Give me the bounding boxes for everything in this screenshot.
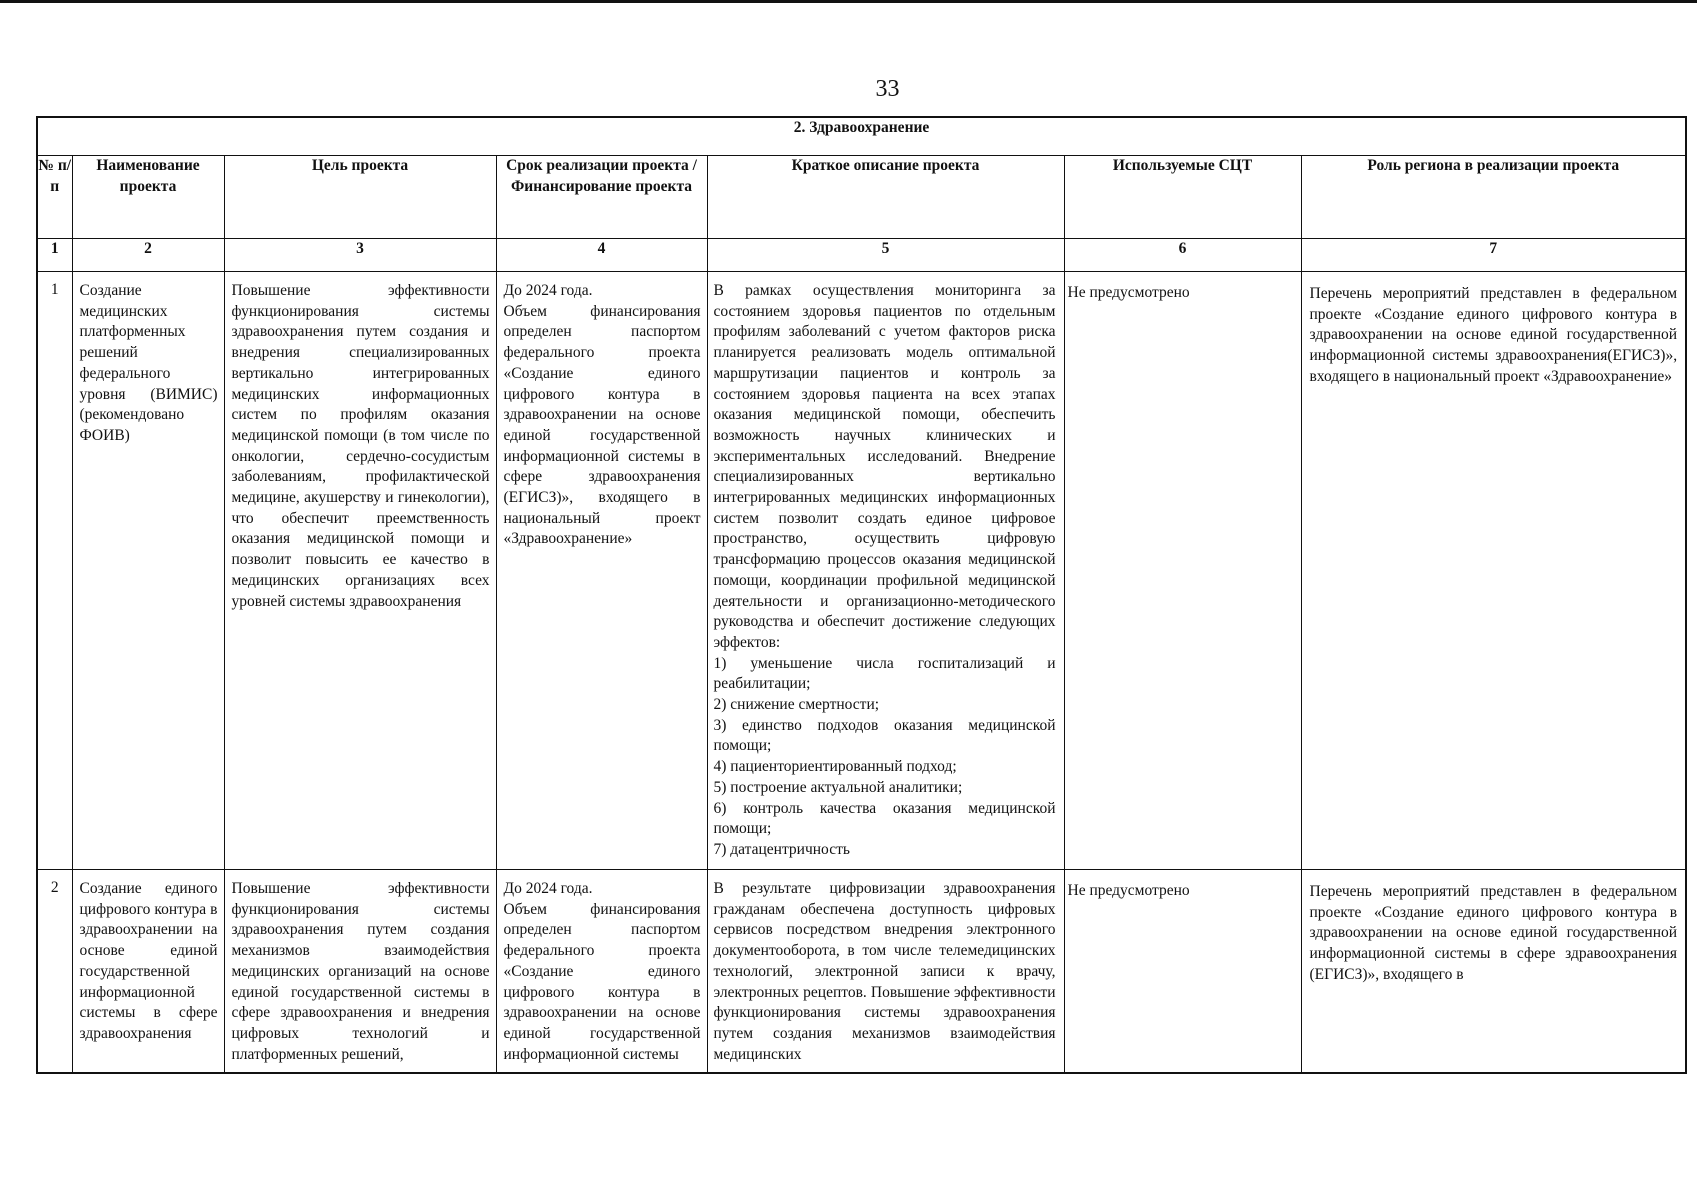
column-number: 5 [707, 239, 1064, 272]
header-description: Краткое описание проекта [707, 156, 1064, 239]
description-line: 4) пациенториентированный подход; [713, 758, 957, 776]
description-line: 6) контроль качества оказания медицинской помощи; [713, 799, 1056, 838]
description-line: 5) построение актуальной аналитики; [713, 778, 963, 796]
column-number: 1 [37, 239, 72, 272]
description-line: 2) снижение смертности; [713, 696, 880, 714]
term-financing-cell [496, 870, 707, 1074]
header-project-name: Наименование проекта [72, 156, 224, 239]
header-sct: Используемые СЦТ [1064, 156, 1301, 239]
column-number: 7 [1301, 239, 1686, 272]
project-name-cell: Создание единого цифрового контура в здравоохранении на основе единой государственной информационной системы в сфере здравоохранения [72, 870, 224, 1074]
row-number-cell: 2 [37, 870, 72, 1074]
column-number: 6 [1064, 239, 1301, 272]
section-title: 2. Здравоохранение [37, 117, 1686, 156]
column-number: 3 [224, 239, 496, 272]
sct-cell: Не предусмотрено [1064, 870, 1301, 1074]
description-cell [707, 272, 1064, 870]
description-line: 1) уменьшение числа госпитализаций и реабилитации; [713, 654, 1056, 693]
term-line: До 2024 года. [503, 880, 593, 897]
term-line: Объем финансирования определен паспортом федерального проекта «Создание единого цифрового контура в здравоохранении на основе единой государственной информационной системы [503, 900, 701, 1063]
column-number: 4 [496, 239, 707, 272]
description-line: 3) единство подходов оказания медицинской помощи; [713, 716, 1056, 755]
description-cell [707, 870, 1064, 1074]
header-region-role: Роль региона в реализации проекта [1301, 156, 1686, 239]
page-number: 33 [875, 76, 900, 102]
description-line: В рамках осуществления мониторинга за состоянием здоровья пациентов по отдельным профилям заболеваний с учетом факторов риска планируется реализовать модель оптимальной маршрутизации пациентов и контроль за состоянием здоровья пациента на всех этапах оказания медицинской помощи, обеспечить возможность научных клинических и экспериментальных исследований. Внедрение специализированных вертикально интегрированных медицинских информационных систем позволит создать единое цифровое пространство, осуществить цифровую трансформацию процессов оказания медицинской помощи, координации профильной медицинской деятельности и организационно-методического руководства и обеспечит достижение следующих эффектов: [713, 282, 1056, 651]
term-line: Объем финансирования определен паспортом федерального проекта «Создание единого цифрового контура в здравоохранении на основе единой государственной информационной системы в сфере здравоохранения (ЕГИСЗ)», входящего в национальный проект «Здравоохранение» [503, 302, 701, 548]
header-term-financing: Срок реализации проекта / Финансирование проекта [496, 156, 707, 239]
project-name-cell: Создание медицинских платформенных решений федерального уровня (ВИМИС) (рекомендовано ФОИВ) [72, 272, 224, 870]
table-row [37, 272, 1686, 870]
project-goal-cell: Повышение эффективности функционирования системы здравоохранения путем создания и внедрения специализированных вертикально интегрированных медицинских информационных систем по профилям оказания медицинской помощи (в том числе по онкологии, сердечно-сосудистым заболеваниям, профилактической медицине, акушерству и гинекологии), что обеспечит преемственность оказания медицинской помощи и позволит повысить ее качество в медицинских организациях всех уровней системы здравоохранения [224, 272, 496, 870]
project-goal-cell: Повышение эффективности функционирования системы здравоохранения путем создания механизмов взаимодействия медицинских организаций на основе единой государственной системы в сфере здравоохранения и внедрения цифровых технологий и платформенных решений, [224, 870, 496, 1074]
description-line: 7) датацентричность [713, 840, 850, 858]
header-number: № п/п [37, 156, 72, 239]
region-role-cell: Перечень мероприятий представлен в федеральном проекте «Создание единого цифрового контура в здравоохранении на основе единой государственной информационной системы здравоохранения(ЕГИСЗ)», входящего в национальный проект «Здравоохранение» [1301, 272, 1686, 870]
term-financing-cell [496, 272, 707, 870]
region-role-cell: Перечень мероприятий представлен в федеральном проекте «Создание единого цифрового контура в здравоохранении на основе единой государственной информационной системы в сфере здравоохранения (ЕГИСЗ)», входящего в [1301, 870, 1686, 1074]
row-number-cell: 1 [37, 272, 72, 870]
description-line: В результате цифровизации здравоохранения гражданам обеспечена доступность цифровых сервисов посредством внедрения электронного документооборота, в том числе телемедицинских технологий, электронной записи к врачу, электронных рецептов. Повышение эффективности функционирования системы здравоохранения путем создания механизмов взаимодействия медицинских [713, 880, 1056, 1063]
projects-table [36, 116, 1687, 1074]
sct-cell: Не предусмотрено [1064, 272, 1301, 870]
scan-top-edge [0, 0, 1697, 3]
term-line: До 2024 года. [503, 282, 593, 299]
header-project-goal: Цель проекта [224, 156, 496, 239]
table-row [37, 870, 1686, 1074]
column-number: 2 [72, 239, 224, 272]
